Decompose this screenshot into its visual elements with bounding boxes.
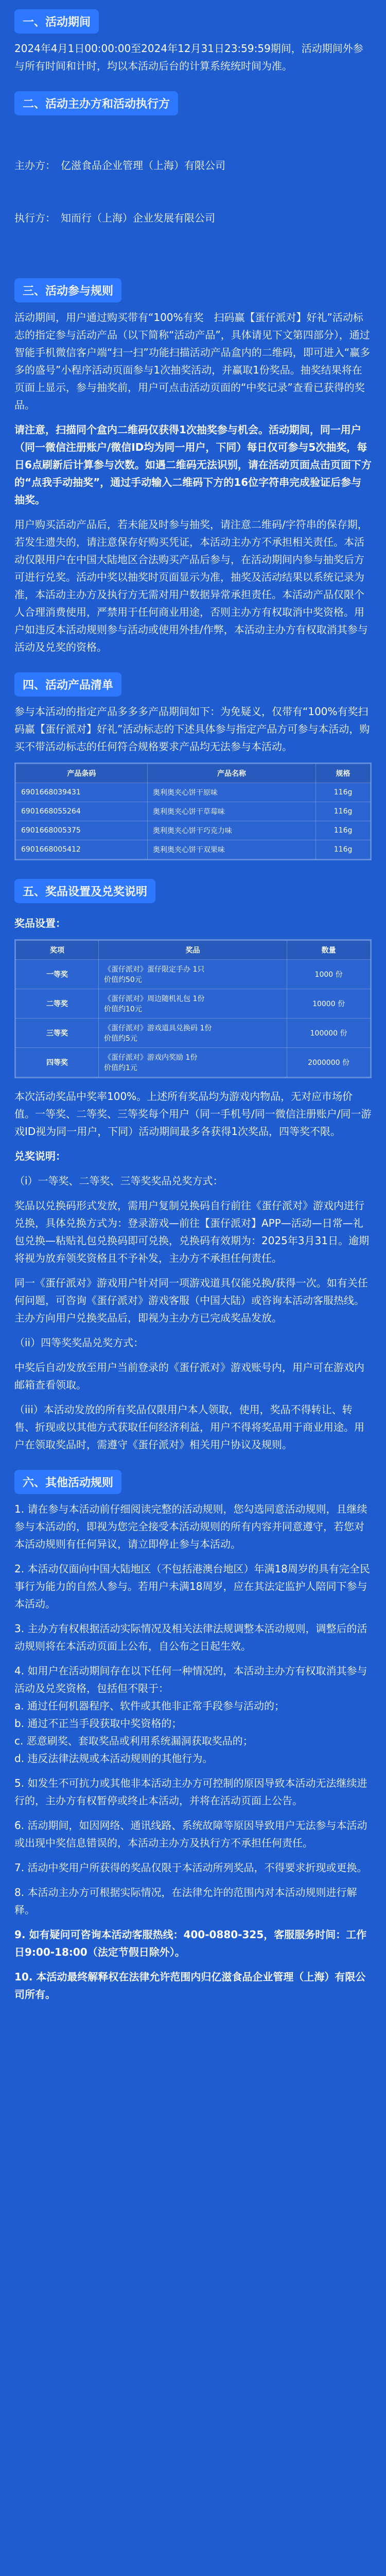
table-row — [16, 802, 371, 821]
paragraph: 4. 如用户在活动期间存在以下任何一种情况的，本活动主办方有权取消其参与活动及兑奖资格，包括但不限于： a. 通过任何机器程序、软件或其他非正常手段参与活动的； b. 通过不正当手段获取中奖资格的； c. 恶意刷奖、套取奖品或利用系统漏洞获取奖品的； d. 违反法律法规或本活动规则的其他行为。 — [14, 1665, 367, 1765]
section-other-rules — [0, 1461, 386, 2003]
cell: 《蛋仔派对》游戏道具兑换码 1份 价值约5元 — [99, 1019, 287, 1048]
paragraph: 2. 本活动仅面向中国大陆地区（不包括港澳台地区）年满18周岁的具有完全民事行为能力的自然人参与。若用户未满18周岁，应在其法定监护人陪同下参与本活动。 — [14, 1563, 370, 1610]
table-row — [16, 783, 371, 802]
cell: 100000 份 — [287, 1019, 371, 1048]
section-rules — [0, 269, 386, 656]
table-row — [16, 1048, 371, 1077]
table-header-row — [16, 764, 371, 783]
organizer-executor — [14, 209, 372, 227]
col-header: 数量 — [287, 941, 371, 960]
cell: 奥利奥夹心饼干原味 — [147, 783, 315, 802]
cell: 奥利奥夹心饼干巧克力味 — [147, 821, 315, 840]
col-header: 奖项 — [16, 941, 99, 960]
cell: 116g — [316, 802, 371, 821]
value: 亿滋食品企业管理（上海）有限公司 — [61, 159, 225, 172]
paragraph: 1. 请在参与本活动前仔细阅读完整的活动规则，您勾选同意活动规则，且继续参与本活动的，即视为您完全接受本活动规则的所有内容并同意遵守，若您对本活动规则有任何异议，请立即停止参与本活动。 — [14, 1503, 367, 1550]
paragraph: 7. 活动中奖用户所获得的奖品仅限于本活动所列奖品，不得要求折现或更换。 — [14, 1861, 367, 1874]
cell: 116g — [316, 783, 371, 802]
paragraph: 6. 活动期间，如因网络、通讯线路、系统故障等原因导致用户无法参与本活动或出现中奖信息错误的，本活动主办方及执行方不承担任何责任。 — [14, 1819, 367, 1849]
table-row — [16, 989, 371, 1019]
cell: 6901668005375 — [16, 821, 148, 840]
cell: 一等奖 — [16, 960, 99, 989]
cell: 三等奖 — [16, 1019, 99, 1048]
section-title: 四、活动产品清单 — [14, 672, 121, 697]
paragraph: 10. 本活动最终解释权在法律允许范围内归亿滋食品企业管理（上海）有限公司所有。 — [14, 1971, 366, 2001]
organizer-host — [14, 157, 372, 174]
table-row — [16, 1019, 371, 1048]
paragraph: （iii）本活动发放的所有奖品仅限用户本人领取，使用，奖品不得转让、转售、折现或以其他方式获取任何经济利益，用户不得将奖品用于商业用途。用户在领取奖品时，需遵守《蛋仔派对》相关用户协议及规则。 — [14, 1403, 364, 1451]
paragraph: 5. 如发生不可抗力或其他非本活动主办方可控制的原因导致本活动无法继续进行的，主办方有权暂停或终止本活动，并将在活动页面上公告。 — [14, 1777, 367, 1807]
cell: 奥利奥夹心饼干双果味 — [147, 840, 315, 859]
cell: 奥利奥夹心饼干草莓味 — [147, 802, 315, 821]
label: 执行方： — [14, 212, 56, 224]
section-title: 三、活动参与规则 — [14, 278, 121, 302]
section-organizers — [0, 82, 386, 262]
paragraph: 中奖后自动发放至用户当前登录的《蛋仔派对》游戏账号内，用户可在游戏内邮箱查看领取。 — [14, 1361, 364, 1391]
cell: 10000 份 — [287, 989, 371, 1019]
product-table — [14, 762, 372, 860]
section-title: 二、活动主办方和活动执行方 — [14, 91, 178, 115]
cell: 二等奖 — [16, 989, 99, 1019]
product-table-grid — [15, 764, 371, 859]
cell: 《蛋仔派对》周边随机礼包 1份 价值约10元 — [99, 989, 287, 1019]
cell: 1000 份 — [287, 960, 371, 989]
col-header: 规格 — [316, 764, 371, 783]
value: 知而行（上海）企业发展有限公司 — [61, 212, 215, 224]
cell: 116g — [316, 821, 371, 840]
paragraph: 兑奖说明： — [14, 1150, 66, 1162]
paragraph: 同一《蛋仔派对》游戏用户针对同一项游戏道具仅能兑换/获得一次。如有关任何问题，可咨询《蛋仔派对》游戏客服（中国大陆）或咨询本活动客服热线。主办方向用户兑换奖品后，即视为主办方已完成奖品发放。 — [14, 1277, 368, 1324]
col-header: 奖品 — [99, 941, 287, 960]
section-products — [0, 663, 386, 860]
section-title: 五、奖品设置及兑奖说明 — [14, 879, 155, 903]
paragraph: 请注意，扫描同个盒内二维码仅获得1次抽奖参与机会。活动期间，同一用户（同一微信注册账户/微信ID均为同一用户，下同）每日仅可参与5次抽奖，每日6点刷新后计算参与次数。如遇二维码无法识别，请在活动页面点击页面下方的“点我手动抽奖”，通过手动输入二维码下方的16位字符串完成验证后参与抽奖。 — [14, 423, 372, 506]
cell: 《蛋仔派对》游戏内奖励 1份 价值约1元 — [99, 1048, 287, 1077]
cell: 四等奖 — [16, 1048, 99, 1077]
cell: 6901668055264 — [16, 802, 148, 821]
table-header-row — [16, 941, 371, 960]
paragraph: 参与本活动的指定产品多多多产品期间如下：为免疑义，仅带有“100%有奖扫码赢【蛋仔派对】好礼”活动标志的下述具体参与指定产品方可参与本活动，购买不带活动标志的任何符合规格要求产品均无法参与本活动。 — [14, 705, 370, 753]
table-row — [16, 960, 371, 989]
bottom-spacer — [0, 2010, 386, 2046]
prize-table — [14, 939, 372, 1078]
paragraph: 9. 如有疑问可咨询本活动客服热线：400-0880-325，客服服务时间：工作日9:00-18:00（法定节假日除外）。 — [14, 1928, 367, 1958]
subtitle: 奖品设置： — [14, 917, 66, 929]
paragraph: （ii）四等奖奖品兑奖方式： — [14, 1336, 144, 1349]
paragraph: 奖品以兑换码形式发放，需用户复制兑换码自行前往《蛋仔派对》游戏内进行兑换，具体兑换方式为：登录游戏—前往【蛋仔派对】APP—活动—日常—礼包兑换—粘贴礼包兑换码即可兑换，兑换码有效期为：2025年3月31日。逾期将视为放弃领奖资格且不予补发，主办方不承担任何责任。 — [14, 1199, 370, 1264]
section-title: 一、活动期间 — [14, 9, 99, 33]
cell: 6901668005412 — [16, 840, 148, 859]
prize-table-grid — [15, 940, 371, 1077]
label: 主办方： — [14, 159, 56, 172]
cell: 6901668039431 — [16, 783, 148, 802]
paragraph: 用户购买活动产品后，若未能及时参与抽奖，请注意二维码/字符串的保存期，若发生遗失的，请注意保存好购买凭证，本活动主办方不承担相关责任。本活动仅限用户在中国大陆地区合法购买产品后参与，在活动期间内参与抽奖后方可进行兑奖。活动中奖以抽奖时页面显示为准，抽奖及活动结果以系统记录为准，本活动主办方及执行方无需对用户数据异常承担责任。本活动产品仅限个人合理消费使用，严禁用于任何商业用途，否则主办方有权取消中奖资格。用户如违反本活动规则参与活动或使用外挂/作弊，本活动主办方有权取消其参与活动及兑奖的资格。 — [14, 518, 368, 653]
cell: 《蛋仔派对》蛋仔限定手办 1只 价值约50元 — [99, 960, 287, 989]
col-header: 产品条码 — [16, 764, 148, 783]
paragraph: 3. 主办方有权根据活动实际情况及相关法律法规调整本活动规则，调整后的活动规则将在本活动页面上公布，自公布之日起生效。 — [14, 1622, 367, 1652]
table-row — [16, 821, 371, 840]
organizer-row — [14, 122, 372, 262]
section-activity-time — [0, 0, 386, 75]
section-prizes — [0, 870, 386, 1453]
cell: 116g — [316, 840, 371, 859]
paragraph: 活动期间，用户通过购买带有“100%有奖 扫码赢【蛋仔派对】好礼”活动标志的指定参与活动产品（以下简称“活动产品”，具体请见下文第四部分），通过智能手机微信客户端“扫一扫”功能扫描活动产品盒内的二维码，即可进入“赢多多的盛号”小程序活动页面参与1次抽奖活动，并赢取1份奖品。抽奖结果将在页面上显示，参与抽奖前，用户可点击活动页面的“中奖记录”查看已获得的奖品。 — [14, 311, 371, 411]
col-header: 产品名称 — [147, 764, 315, 783]
section-title: 六、其他活动规则 — [14, 1470, 121, 1494]
paragraph: 本次活动奖品中奖率100%。上述所有奖品均为游戏内物品，无对应市场价值。一等奖、二等奖、三等奖每个用户（同一手机号/同一微信注册账户/同一游戏ID视为同一用户，下同）活动期间最多各获得1次奖品，四等奖不限。 — [14, 1090, 372, 1138]
cell: 2000000 份 — [287, 1048, 371, 1077]
paragraph: （i）一等奖、二等奖、三等奖奖品兑奖方式： — [14, 1175, 223, 1187]
table-row — [16, 840, 371, 859]
paragraph: 2024年4月1日00:00:00至2024年12月31日23:59:59期间，活动期间外参与所有时间和计时，均以本活动后台的计算系统统时间为准。 — [14, 42, 363, 72]
paragraph: 8. 本活动主办方可根据实际情况，在法律允许的范围内对本活动规则进行解释。 — [14, 1886, 357, 1916]
